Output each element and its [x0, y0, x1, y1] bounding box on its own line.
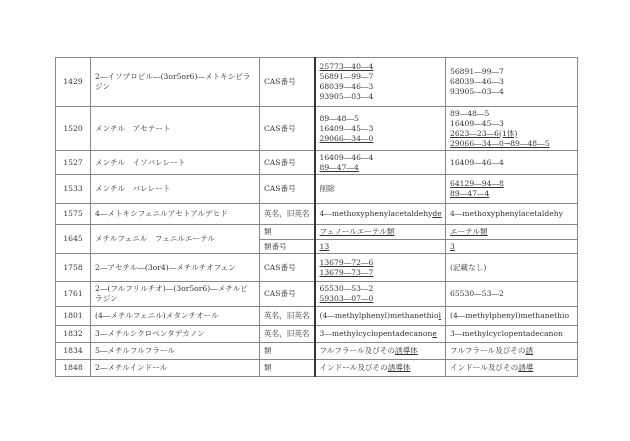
item-number: 1527	[56, 151, 91, 175]
item-number: 1801	[56, 307, 91, 326]
original-value	[446, 282, 578, 307]
value-line	[450, 242, 573, 252]
value-line	[320, 227, 442, 237]
original-value	[446, 58, 578, 107]
table-row	[56, 225, 578, 240]
value-segment: 89―48―5	[319, 113, 359, 123]
amendment-table	[55, 57, 578, 377]
table-row	[56, 175, 578, 204]
revised-value	[315, 58, 446, 107]
value-segment: 16409―45―3	[319, 123, 374, 133]
field-label: 類	[260, 360, 315, 377]
value-segment: 68039―46―3	[319, 82, 374, 91]
value-segment: インドール及びその	[450, 363, 519, 372]
value-line	[450, 189, 573, 199]
value-line	[320, 114, 442, 124]
value-line	[320, 346, 442, 356]
field-label: CAS番号	[260, 107, 315, 151]
value-segment: 誘導体	[394, 346, 418, 355]
value-line	[450, 139, 573, 149]
value-line	[450, 109, 573, 119]
item-name: 4―メトキシフェニルアセトアルデヒド	[91, 204, 260, 225]
original-value	[446, 175, 578, 204]
value-segment: 3―methylcyclopentadecanon	[450, 329, 563, 338]
value-line	[320, 163, 442, 173]
original-value	[446, 204, 578, 225]
table-row	[56, 151, 578, 175]
table-row	[56, 254, 578, 282]
value-line	[450, 158, 573, 168]
revised-value	[315, 282, 446, 307]
value-line	[450, 363, 573, 373]
item-name: 2―(フルフリルチオ)―(3or5or6)―メチルピラジン	[91, 282, 260, 307]
value-segment: 3―methylcyclopentadecanon	[319, 329, 433, 338]
value-line	[450, 346, 573, 356]
original-value	[446, 254, 578, 282]
value-line	[450, 227, 573, 237]
item-number: 1848	[56, 360, 91, 377]
value-line	[320, 124, 442, 134]
field-label: 英名，旧英名	[260, 307, 315, 326]
revised-value	[315, 175, 446, 204]
table-row	[56, 282, 578, 307]
value-line	[320, 363, 442, 373]
value-line	[450, 289, 573, 299]
original-value	[446, 343, 578, 360]
value-line	[320, 82, 442, 92]
value-segment: (記載なし)	[450, 262, 487, 272]
value-line	[320, 258, 442, 268]
item-number: 1758	[56, 254, 91, 282]
value-segment: e	[432, 329, 437, 338]
value-line	[320, 92, 442, 102]
value-segment: 89―47―4	[450, 189, 490, 198]
field-label: CAS番号	[260, 282, 315, 307]
original-value	[446, 307, 578, 326]
item-name: 2―メチルインドール	[91, 360, 260, 377]
field-label: CAS番号	[260, 151, 315, 175]
revised-value	[315, 343, 446, 360]
original-value	[446, 151, 578, 175]
value-segment: 4―methoxyphenylacetaldehy	[450, 209, 563, 218]
value-segment: 誘導体	[387, 363, 411, 372]
item-name: 2―アセチル―(3or4)―メチルチオフェン	[91, 254, 260, 282]
value-segment: 64129―94―8	[450, 179, 504, 188]
value-segment: 16409―45―3	[450, 118, 504, 128]
value-line	[450, 129, 573, 139]
value-segment: 65530―53―2	[319, 284, 374, 293]
item-name: 3―メチルシクロペンタデカノン	[91, 326, 260, 343]
value-segment: 59303―07―0	[319, 294, 374, 303]
item-name: (4―メチルフェニル)メタンチオール	[91, 307, 260, 326]
value-segment: (4―methylphenyl)methanethio	[319, 311, 439, 320]
value-segment: 93905―03―4	[450, 87, 504, 96]
item-number: 1575	[56, 204, 91, 225]
value-segment: 3	[450, 241, 455, 251]
value-segment: 68039―46―3	[450, 77, 504, 86]
item-name: メンチル バレレート	[91, 175, 260, 204]
original-value	[446, 225, 578, 240]
item-number: 1645	[56, 225, 91, 254]
item-name: メンチル アセテート	[91, 107, 260, 151]
value-segment: 65530―53―2	[450, 289, 504, 298]
revised-value	[315, 107, 446, 151]
value-line	[450, 77, 573, 87]
item-name: メチルフェニル フェニルエーテル	[91, 225, 260, 254]
value-line	[450, 119, 573, 129]
value-segment: フルフラール及びその	[319, 346, 395, 355]
value-line	[450, 329, 573, 339]
value-segment: de	[432, 209, 442, 218]
value-segment: 29066―34―0	[319, 133, 374, 143]
original-value	[446, 326, 578, 343]
value-line	[450, 179, 573, 189]
value-line	[450, 263, 573, 273]
revised-value	[315, 204, 446, 225]
value-segment: 誘導	[518, 363, 534, 372]
revised-value	[315, 326, 446, 343]
value-line	[450, 67, 573, 77]
value-line	[450, 311, 573, 321]
item-name: 2―イソプロピル―(3or5or6)―メトキシピラジン	[91, 58, 260, 107]
value-line	[320, 284, 442, 294]
revised-value	[315, 307, 446, 326]
item-number: 1834	[56, 343, 91, 360]
original-value	[446, 240, 578, 254]
item-number: 1533	[56, 175, 91, 204]
value-line	[320, 62, 442, 72]
value-segment: インドール及びその	[319, 363, 388, 372]
table-row	[56, 204, 578, 225]
item-number: 1761	[56, 282, 91, 307]
value-line	[320, 184, 442, 194]
field-label: 英名，旧英名	[260, 326, 315, 343]
value-line	[320, 311, 442, 321]
field-label: 類	[260, 225, 315, 240]
item-number: 1832	[56, 326, 91, 343]
field-label: CAS番号	[260, 175, 315, 204]
value-segment: 誘	[525, 346, 534, 355]
value-segment: 4―methoxyphenylacetaldehy	[319, 209, 433, 218]
value-segment: 89―47―4	[319, 162, 359, 172]
field-label: 英名，旧英名	[260, 204, 315, 225]
value-segment: 16409―46―4	[450, 157, 504, 167]
value-segment: l	[438, 311, 441, 320]
value-segment: 13679―72―6	[319, 257, 374, 267]
item-number: 1429	[56, 58, 91, 107]
value-segment: フルフラール及びその	[450, 346, 526, 355]
table-row	[56, 326, 578, 343]
field-label: CAS番号	[260, 254, 315, 282]
value-segment: 2623―23―6(1体)	[450, 128, 518, 138]
item-name: メンチル イソバレレート	[91, 151, 260, 175]
table-row	[56, 343, 578, 360]
item-number: 1520	[56, 107, 91, 151]
revised-value	[315, 151, 446, 175]
value-segment: 削除	[319, 184, 335, 193]
table-row	[56, 360, 578, 377]
original-value	[446, 360, 578, 377]
value-segment: 89―48―5	[450, 108, 490, 118]
value-segment: 56891―99―7	[319, 72, 374, 81]
value-segment: 13	[319, 241, 330, 251]
value-segment: エーテル類	[450, 227, 488, 236]
value-line	[320, 268, 442, 278]
value-segment: 16409―46―4	[319, 152, 374, 162]
value-line	[450, 87, 573, 97]
value-line	[320, 153, 442, 163]
value-segment: 29066―34―0→89―48―5	[450, 138, 550, 148]
revised-value	[315, 360, 446, 377]
original-value	[446, 107, 578, 151]
table-row	[56, 307, 578, 326]
revised-value	[315, 240, 446, 254]
value-segment: 13679―73―7	[319, 267, 374, 277]
field-label: CAS番号	[260, 58, 315, 107]
value-segment: 93905―03―4	[319, 92, 374, 101]
value-line	[320, 294, 442, 304]
table-row	[56, 107, 578, 151]
value-line	[450, 209, 573, 219]
value-segment: 56891―99―7	[450, 67, 504, 76]
item-name: 5―メチルフルフラール	[91, 343, 260, 360]
value-line	[320, 209, 442, 219]
value-line	[320, 134, 442, 144]
value-segment: (4―methylphenyl)methanethio	[450, 311, 570, 320]
field-label: 類	[260, 343, 315, 360]
value-segment: フェノールエーテル類	[319, 227, 395, 236]
value-line	[320, 72, 442, 82]
table-row	[56, 58, 578, 107]
value-line	[320, 242, 442, 252]
value-line	[320, 329, 442, 339]
revised-value	[315, 225, 446, 240]
value-segment: 25773―40―4	[319, 62, 374, 71]
field-label: 類番号	[260, 240, 315, 254]
revised-value	[315, 254, 446, 282]
